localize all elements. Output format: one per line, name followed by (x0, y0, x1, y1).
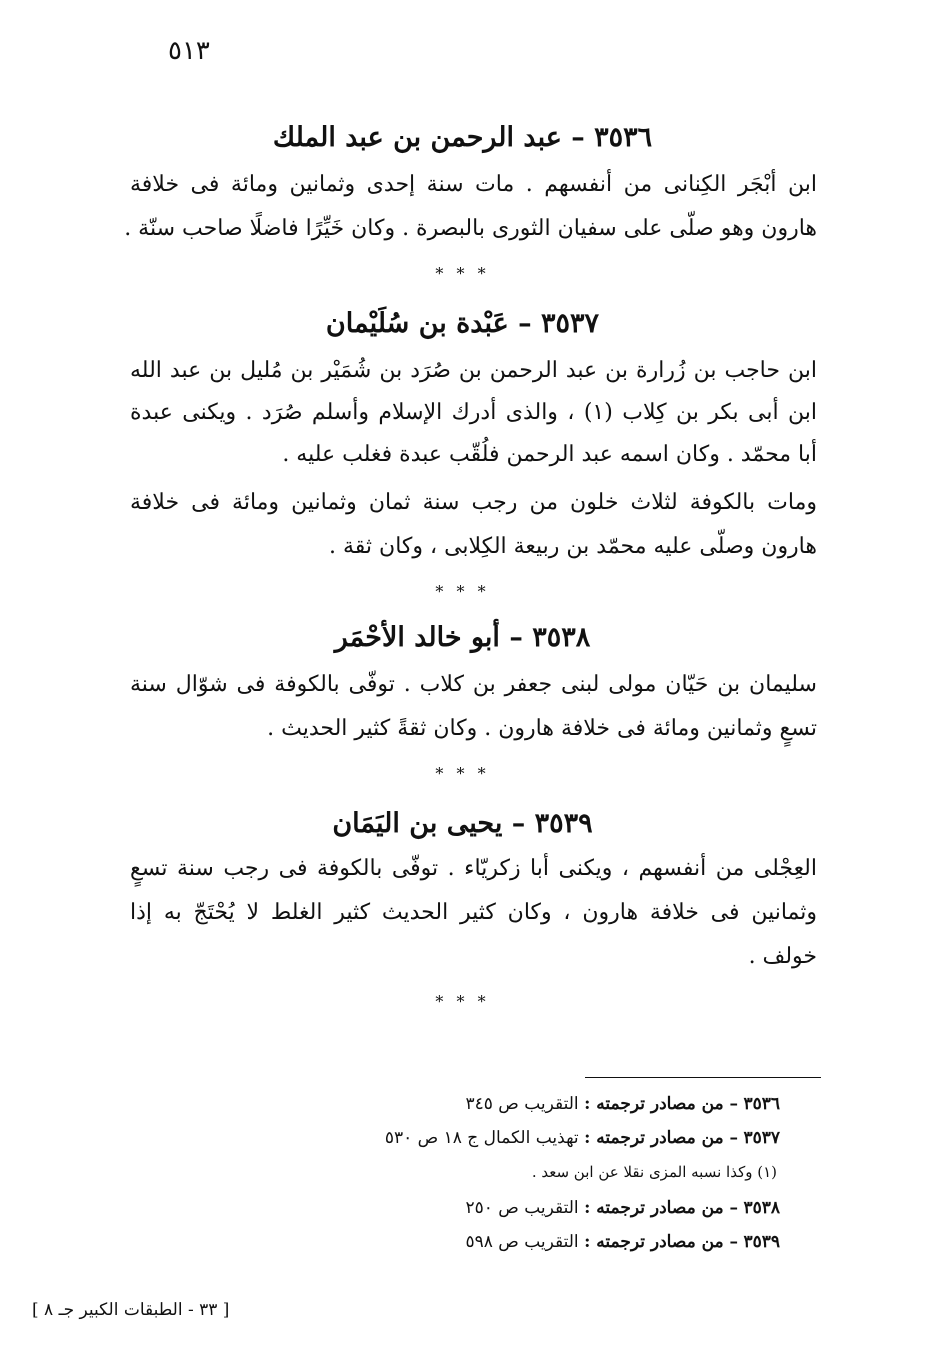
footnote-rule (585, 1077, 821, 1078)
entry-title: ٣٥٣٧ – عَبْدة بن سُلَيْمان (325, 308, 600, 339)
separator: * * * (435, 582, 490, 601)
footnote-source (385, 1128, 780, 1148)
body-line: ابن أبْجَر الكِنانى من أنفسهم . مات سنة إحدى وثمانين ومائة فى خلافة (130, 172, 817, 197)
body-line: هارون وهو صلّى على سفيان الثورى بالبصرة . وكان خَيِّرًا فاضلًا صاحب سنّة . (124, 216, 817, 241)
body-line: العِجْلى من أنفسهم ، ويكنى أبا زكريّاء . توفّى بالكوفة فى رجب سنة تسعٍ (130, 856, 817, 881)
footnote-number: ٣٥٣٨ (743, 1198, 780, 1218)
entry-title: ٣٥٣٦ – عبد الرحمن بن عبد الملك (272, 122, 653, 153)
body-line: تسعٍ وثمانين ومائة فى خلافة هارون . وكان ثقةً كثير الحديث . (267, 716, 817, 741)
footnote-label: – من مصادر ترجمته : (584, 1094, 739, 1114)
separator: * * * (435, 764, 490, 783)
body-line: ابن حاجب بن زُرارة بن عبد الرحمن بن صُرَد بن شُمَيْر بن مُليل بن عبد الله (130, 358, 817, 383)
signature-mark: [ ٣٣ - الطبقات الكبير جـ ٨ ] (32, 1300, 230, 1320)
footnote-number: ٣٥٣٩ (743, 1232, 780, 1252)
footnote-text: التقريب ص ٥٩٨ (465, 1232, 579, 1252)
footnote-label: – من مصادر ترجمته : (584, 1198, 739, 1218)
footnote-source (465, 1198, 780, 1218)
entry-title: ٣٥٣٩ – يحيى بن اليَمَان (332, 808, 593, 839)
footnote-label: – من مصادر ترجمته : (584, 1232, 739, 1252)
body-line: خولف . (748, 944, 817, 969)
footnote-note: (١) وكذا نسبه المزى نقلا عن ابن سعد . (531, 1163, 777, 1181)
body-line: أبا محمّد . وكان اسمه عبد الرحمن فلُقّب عبدة فغلب عليه . (282, 442, 817, 467)
body-line: سليمان بن حَيّان مولى لبنى جعفر بن كلاب . توفّى بالكوفة فى شوّال سنة (130, 672, 817, 697)
separator: * * * (435, 264, 490, 283)
footnote-label: – من مصادر ترجمته : (584, 1128, 739, 1148)
entry-title: ٣٥٣٨ – أبو خالد الأحْمَر (334, 622, 591, 653)
separator: * * * (435, 992, 490, 1011)
footnote-source (465, 1094, 780, 1114)
footnote-source (465, 1232, 780, 1252)
footnote-text: التقريب ص ٢٥٠ (465, 1198, 579, 1218)
footnote-text: تهذيب الكمال ج ١٨ ص ٥٣٠ (384, 1128, 579, 1148)
body-line: هارون وصلّى عليه محمّد بن ربيعة الكِلابى ، وكان ثقة . (329, 534, 817, 559)
page-number: ٥١٣ (168, 36, 210, 66)
body-line: ابن أبى بكر بن كِلاب (١) ، والذى أدرك الإسلام وأسلم صُرَد . ويكنى عبدة (130, 400, 817, 425)
footnote-text: التقريب ص ٣٤٥ (465, 1094, 579, 1114)
body-line: وثمانين فى خلافة هارون ، وكان كثير الحديث كثير الغلط لا يُحْتَجّ به إذا (130, 900, 817, 925)
body-line: ومات بالكوفة لثلاث خلون من رجب سنة ثمان وثمانين ومائة فى خلافة (130, 490, 817, 515)
footnote-number: ٣٥٣٧ (743, 1128, 780, 1148)
footnote-number: ٣٥٣٦ (743, 1094, 780, 1114)
